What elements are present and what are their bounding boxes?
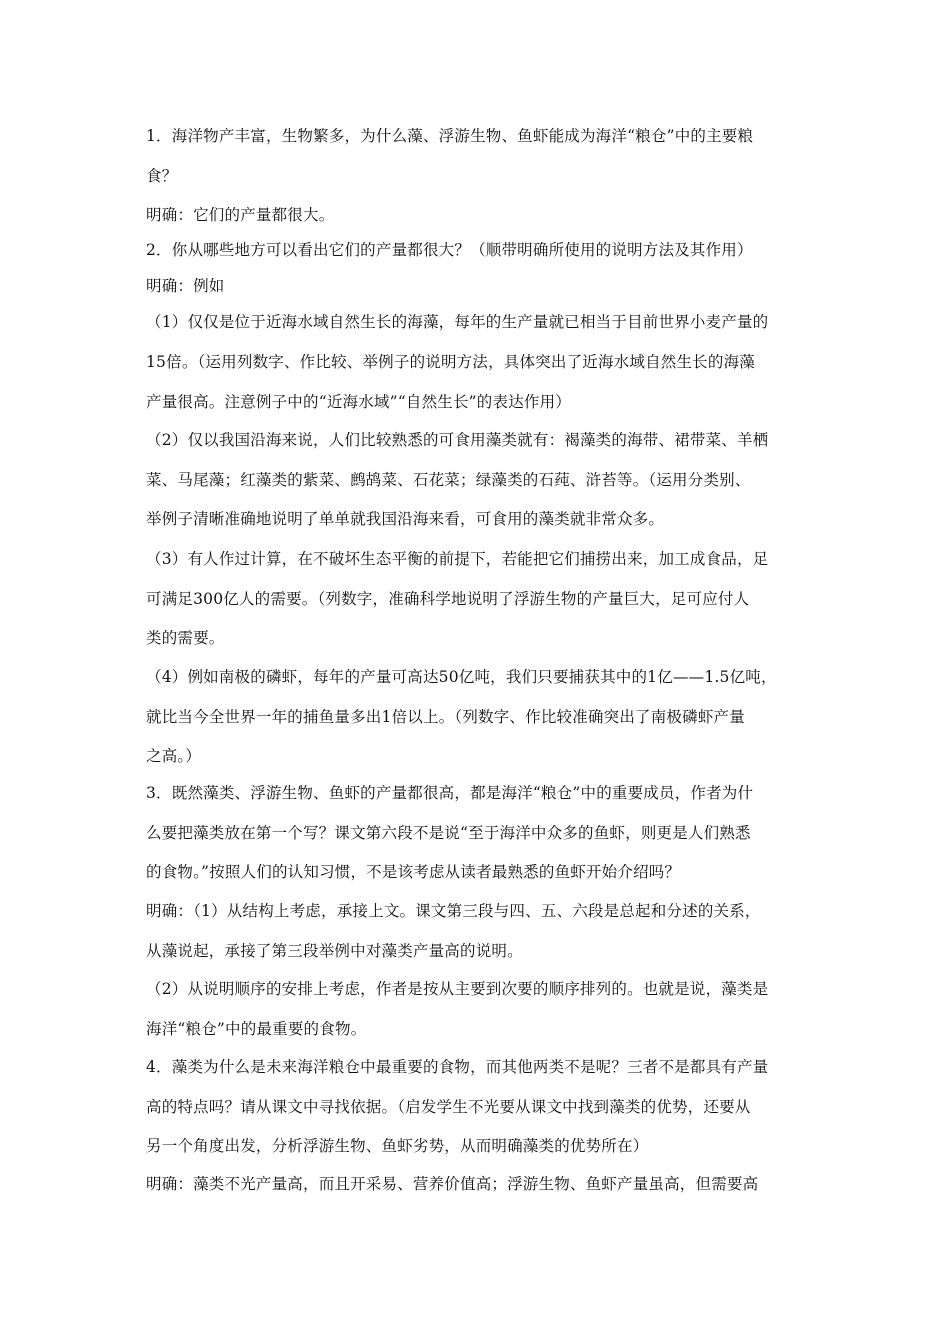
text-line: 明确：它们的产量都很大。 [146,206,335,224]
text-line: 之高。） [146,747,202,765]
text-line: （2）从说明顺序的安排上考虑，作者是按从主要到次要的顺序排列的。也就是说，藻类是 [146,980,769,998]
text-line: 1．海洋物产丰富，生物繁多，为什么藻、浮游生物、鱼虾能成为海洋“粮仓”中的主要粮 [146,127,754,145]
text-line: 15倍。（运用列数字、作比较、举例子的说明方法，具体突出了近海水域自然生长的海藻 [146,353,755,371]
text-line: 食？ [146,167,178,185]
text-line: 明确：例如 [146,277,225,295]
text-line: 2．你从哪些地方可以看出它们的产量都很大？（顺带明确所使用的说明方法及其作用） [146,241,753,259]
text-line: 4．藻类为什么是未来海洋粮仓中最重要的食物，而其他两类不是呢？三者不是都具有产量 [146,1058,769,1076]
text-line: 就比当今全世界一年的捕鱼量多出1倍以上。（列数字、作比较准确突出了南极磷虾产量 [146,708,745,726]
text-line: 海洋“粮仓”中的最重要的食物。 [146,1020,367,1038]
text-line: 3．既然藻类、浮游生物、鱼虾的产量都很高，都是海洋“粮仓”中的重要成员，作者为什 [146,784,754,802]
text-line: 产量很高。注意例子中的“近海水域”“自然生长”的表达作用） [146,393,571,411]
text-line: 类的需要。 [146,629,225,647]
text-line: （4）例如南极的磷虾，每年的产量可高达50亿吨，我们只要捕获其中的1亿——1.5亿吨， [146,668,777,686]
text-line: 可满足300亿人的需要。（列数字，准确科学地说明了浮游生物的产量巨大，足可应付人 [146,590,750,608]
text-line: （1）仅仅是位于近海水域自然生长的海藻，每年的生产量就已相当于目前世界小麦产量的 [146,313,769,331]
text-line: 从藻说起，承接了第三段举例中对藻类产量高的说明。 [146,942,523,960]
text-line: 么要把藻类放在第一个写？课文第六段不是说“至于海洋中众多的鱼虾，则更是人们熟悉 [146,824,751,842]
text-line: 明确：（1）从结构上考虑，承接上文。课文第三段与四、五、六段是总起和分述的关系， [146,902,761,920]
text-line: 高的特点吗？请从课文中寻找依据。（启发学生不光要从课文中找到藻类的优势，还要从 [146,1098,751,1116]
text-line: （3）有人作过计算，在不破坏生态平衡的前提下，若能把它们捕捞出来，加工成食品，足 [146,550,769,568]
text-line: 另一个角度出发，分析浮游生物、鱼虾劣势，从而明确藻类的优势所在） [146,1137,649,1155]
text-line: 的食物。”按照人们的认知习惯，不是该考虑从读者最熟悉的鱼虾开始介绍吗？ [146,863,681,881]
text-line: 明确：藻类不光产量高，而且开采易、营养价值高；浮游生物、鱼虾产量虽高，但需要高 [146,1175,759,1193]
text-line: （2）仅以我国沿海来说，人们比较熟悉的可食用藻类就有：褐藻类的海带、裙带菜、羊栖 [146,431,769,449]
text-line: 举例子清晰准确地说明了单单就我国沿海来看，可食用的藻类就非常众多。 [146,510,665,528]
text-line: 菜、马尾藻；红藻类的紫菜、鹧鸪菜、石花菜；绿藻类的石莼、浒苔等。（运用分类别、 [146,471,751,489]
